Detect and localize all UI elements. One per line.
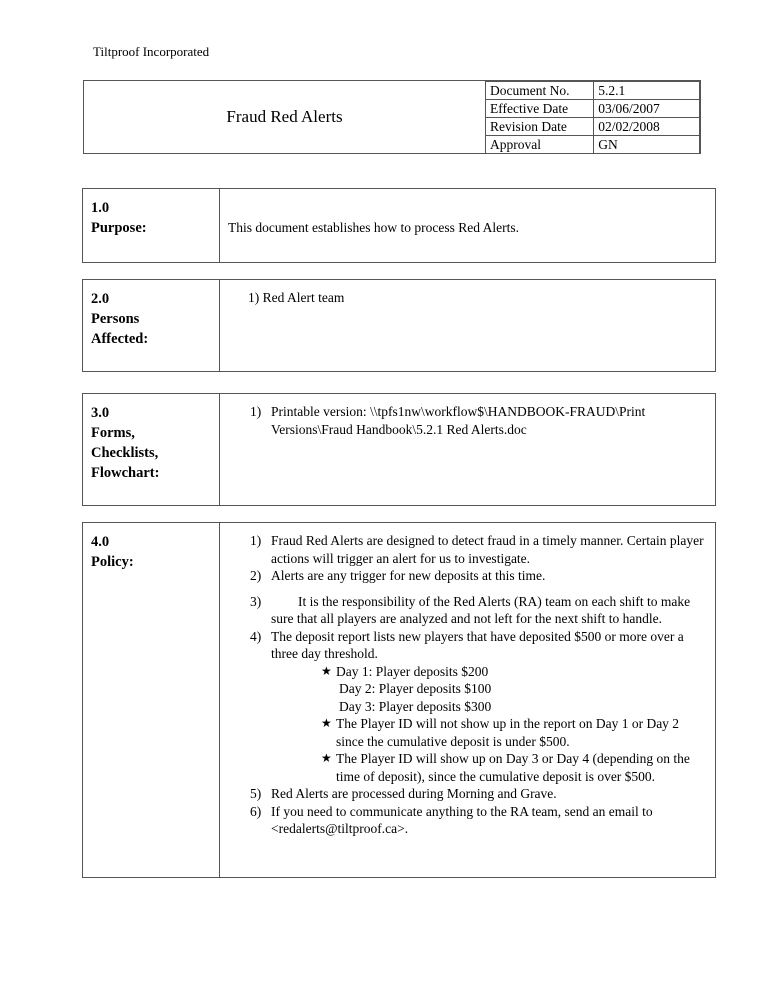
list-item <box>228 628 707 663</box>
sub-line: Day 3: Player deposits $300 <box>339 698 492 714</box>
document-meta-table <box>485 81 700 154</box>
section-body <box>228 403 707 438</box>
list-number: 2) <box>250 568 262 583</box>
list-item <box>228 785 707 803</box>
sub-bullet <box>228 663 707 681</box>
sub-text: The Player ID will not show up in the report on Day 1 or Day 2 since the cumulative deposit is under $500. <box>336 716 680 749</box>
star-icon: ★ <box>321 751 332 765</box>
section-body <box>228 289 707 307</box>
document-title: Fraud Red Alerts <box>226 107 343 126</box>
sub-text: The Player ID will show up on Day 3 or Day 4 (depending on the time of deposit), since the cumulative deposit is over $500. <box>336 751 690 784</box>
section-label <box>91 403 159 483</box>
section-label <box>91 198 147 238</box>
section-label-column <box>83 394 220 505</box>
sub-line: Day 2: Player deposits $100 <box>339 681 492 696</box>
meta-value: 02/02/2008 <box>594 118 700 136</box>
section-body <box>228 532 707 838</box>
sub-text: Day 1: Player deposits $200 <box>336 663 489 679</box>
sub-bullet <box>228 750 707 785</box>
list-number: 5) <box>250 786 262 801</box>
section-title: Forms, <box>91 425 135 441</box>
section-label-column <box>83 189 220 262</box>
section-number: 3.0 <box>91 405 110 421</box>
list-text: The deposit report lists new players that have deposited $500 or more over a three day threshold. <box>271 628 684 661</box>
section-number: 4.0 <box>91 534 110 550</box>
section-title: Affected: <box>91 331 149 347</box>
star-icon: ★ <box>321 716 332 730</box>
list-text: Red Alerts are processed during Morning and Grave. <box>271 786 557 801</box>
sub-bullet <box>228 715 707 750</box>
meta-value: 03/06/2007 <box>594 100 700 118</box>
meta-row <box>486 136 700 154</box>
meta-row <box>486 100 700 118</box>
section-number: 2.0 <box>91 291 110 307</box>
list-text: If you need to communicate anything to the RA team, send an email to <redalerts@tiltproof.ca>. <box>271 803 653 836</box>
star-icon: ★ <box>321 663 332 678</box>
section-purpose <box>82 188 716 263</box>
section-title: Checklists, <box>91 445 159 461</box>
meta-key: Effective Date <box>486 100 594 118</box>
list-item <box>228 803 707 838</box>
section-body <box>228 219 707 237</box>
section-forms <box>82 393 716 506</box>
section-policy <box>82 522 716 878</box>
meta-value: 5.2.1 <box>594 82 700 100</box>
list-number: 4) <box>250 628 262 644</box>
company-name: Tiltproof Incorporated <box>93 44 210 59</box>
section-label <box>91 532 134 572</box>
list-text: Fraud Red Alerts are designed to detect fraud in a timely manner. Certain player actions will trigger an alert for us to investigate. <box>271 533 704 566</box>
section-title: Purpose: <box>91 220 147 236</box>
file-path-line: Versions\Fraud Handbook\5.2.1 Red Alerts.doc <box>271 421 527 437</box>
section-persons-affected <box>82 279 716 372</box>
list-item <box>228 403 707 438</box>
list-item <box>228 593 707 628</box>
section-label-column <box>83 523 220 877</box>
list-item: 1) Red Alert team <box>248 290 345 305</box>
section-title: Flowchart: <box>91 465 160 481</box>
meta-key: Revision Date <box>486 118 594 136</box>
document-header <box>83 80 701 154</box>
meta-key: Document No. <box>486 82 594 100</box>
list-item <box>228 532 707 567</box>
list-number: 3) <box>250 593 262 609</box>
list-text: It is the responsibility of the Red Alerts (RA) team on each shift to make sure that all players are analyzed and not left for the next shift to handle. <box>271 593 694 626</box>
section-title: Policy: <box>91 554 134 570</box>
meta-row <box>486 118 700 136</box>
purpose-text: This document establishes how to process Red Alerts. <box>228 220 519 235</box>
section-label <box>91 289 148 349</box>
list-number: 1) <box>250 404 262 419</box>
meta-value: GN <box>594 136 700 154</box>
section-label-column <box>83 280 220 371</box>
list-number: 6) <box>250 803 262 819</box>
meta-row <box>486 82 700 100</box>
list-number: 1) <box>250 533 262 548</box>
list-text: Alerts are any trigger for new deposits at this time. <box>271 568 546 583</box>
meta-key: Approval <box>486 136 594 154</box>
section-title: Persons <box>91 311 140 327</box>
file-path-line: Printable version: \\tpfs1nw\workflow$\HANDBOOK-FRAUD\Print <box>271 404 646 419</box>
section-number: 1.0 <box>91 200 110 216</box>
list-item <box>228 567 707 585</box>
